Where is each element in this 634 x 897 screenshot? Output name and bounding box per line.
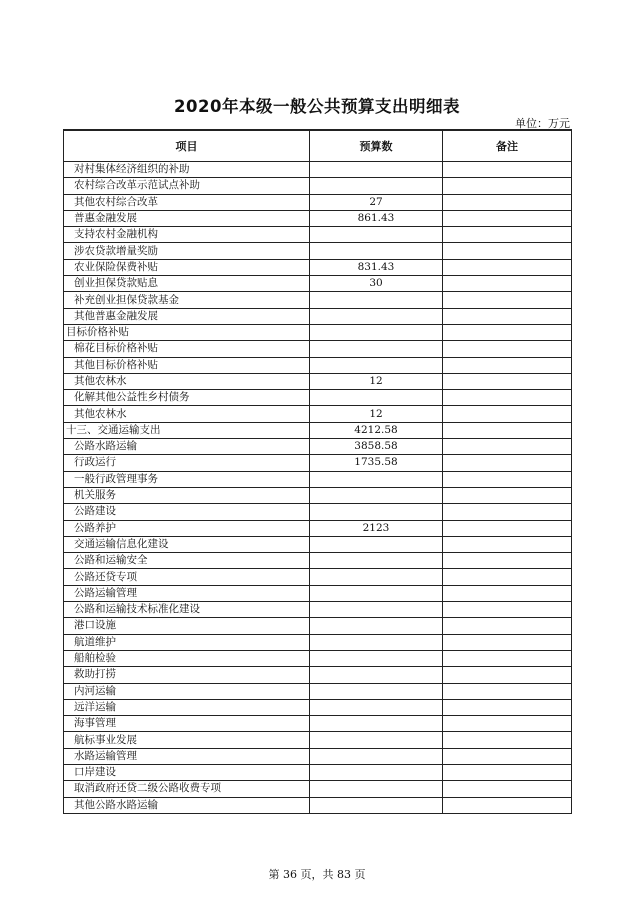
row-item-name: 内河运输 [64, 683, 310, 699]
table-row [64, 243, 572, 259]
table-row [64, 341, 572, 357]
row-budget-value [310, 634, 443, 650]
table-row [64, 308, 572, 324]
table-row [64, 227, 572, 243]
row-item-name: 航标事业发展 [64, 732, 310, 748]
row-note [443, 439, 572, 455]
row-budget-value [310, 536, 443, 552]
row-item-name: 公路水路运输 [64, 439, 310, 455]
row-item-name: 行政运行 [64, 455, 310, 471]
table-row [64, 390, 572, 406]
row-budget-value: 2123 [310, 520, 443, 536]
row-item-name: 涉农贷款增量奖励 [64, 243, 310, 259]
table-row [64, 634, 572, 650]
header-note: 备注 [443, 130, 572, 162]
row-budget-value [310, 764, 443, 780]
row-note [443, 764, 572, 780]
row-note [443, 536, 572, 552]
row-budget-value [310, 227, 443, 243]
table-row [64, 602, 572, 618]
row-item-name: 航道维护 [64, 634, 310, 650]
row-note [443, 357, 572, 373]
row-note [443, 243, 572, 259]
row-budget-value [310, 618, 443, 634]
row-budget-value [310, 178, 443, 194]
row-note [443, 259, 572, 275]
row-note [443, 667, 572, 683]
row-item-name: 公路和运输安全 [64, 553, 310, 569]
row-note [443, 292, 572, 308]
table-row [64, 585, 572, 601]
row-note [443, 308, 572, 324]
table-row [64, 650, 572, 666]
table-row [64, 292, 572, 308]
table-row [64, 439, 572, 455]
header-budget: 预算数 [310, 130, 443, 162]
row-note [443, 634, 572, 650]
table-row [64, 748, 572, 764]
row-budget-value [310, 650, 443, 666]
row-item-name: 公路建设 [64, 504, 310, 520]
row-item-name: 其他目标价格补贴 [64, 357, 310, 373]
row-note [443, 602, 572, 618]
row-note [443, 650, 572, 666]
row-note [443, 210, 572, 226]
row-item-name: 港口设施 [64, 618, 310, 634]
row-item-name: 化解其他公益性乡村债务 [64, 390, 310, 406]
row-item-name: 普惠金融发展 [64, 210, 310, 226]
row-item-name: 船舶检验 [64, 650, 310, 666]
row-item-name: 对村集体经济组织的补助 [64, 162, 310, 178]
row-item-name: 创业担保贷款贴息 [64, 276, 310, 292]
row-note [443, 520, 572, 536]
row-note [443, 422, 572, 438]
row-budget-value [310, 308, 443, 324]
row-note [443, 748, 572, 764]
table-header-row [64, 130, 572, 162]
row-note [443, 699, 572, 715]
row-note [443, 227, 572, 243]
row-item-name: 取消政府还贷二级公路收费专项 [64, 781, 310, 797]
row-budget-value [310, 716, 443, 732]
table-row [64, 797, 572, 813]
row-item-name: 其他公路水路运输 [64, 797, 310, 813]
row-budget-value [310, 667, 443, 683]
row-item-name: 支持农村金融机构 [64, 227, 310, 243]
row-item-name: 棉花目标价格补贴 [64, 341, 310, 357]
row-note [443, 716, 572, 732]
row-item-name: 公路还贷专项 [64, 569, 310, 585]
row-note [443, 162, 572, 178]
row-item-name: 目标价格补贴 [64, 324, 310, 340]
row-note [443, 585, 572, 601]
table-row [64, 276, 572, 292]
table-row [64, 324, 572, 340]
row-item-name: 农业保险保费补贴 [64, 259, 310, 275]
row-item-name: 公路和运输技术标准化建设 [64, 602, 310, 618]
table-row [64, 357, 572, 373]
row-budget-value [310, 683, 443, 699]
row-budget-value: 12 [310, 373, 443, 389]
row-budget-value [310, 162, 443, 178]
row-budget-value: 27 [310, 194, 443, 210]
row-note [443, 194, 572, 210]
row-budget-value: 1735.58 [310, 455, 443, 471]
table-row [64, 683, 572, 699]
table-row [64, 210, 572, 226]
table-row [64, 732, 572, 748]
row-item-name: 水路运输管理 [64, 748, 310, 764]
row-note [443, 178, 572, 194]
row-item-name: 海事管理 [64, 716, 310, 732]
table-row [64, 178, 572, 194]
row-budget-value [310, 699, 443, 715]
row-budget-value [310, 487, 443, 503]
table-row [64, 455, 572, 471]
row-item-name: 远洋运输 [64, 699, 310, 715]
row-item-name: 农村综合改革示范试点补助 [64, 178, 310, 194]
row-budget-value: 12 [310, 406, 443, 422]
row-note [443, 390, 572, 406]
row-note [443, 732, 572, 748]
row-budget-value: 4212.58 [310, 422, 443, 438]
unit-label: 单位：万元 [515, 117, 570, 130]
row-budget-value: 861.43 [310, 210, 443, 226]
table-row [64, 259, 572, 275]
row-item-name: 其他农林水 [64, 406, 310, 422]
row-note [443, 504, 572, 520]
row-item-name: 其他农林水 [64, 373, 310, 389]
row-budget-value [310, 797, 443, 813]
row-budget-value [310, 292, 443, 308]
row-item-name: 公路运输管理 [64, 585, 310, 601]
row-budget-value [310, 602, 443, 618]
table-row [64, 162, 572, 178]
row-item-name: 其他普惠金融发展 [64, 308, 310, 324]
row-item-name: 一般行政管理事务 [64, 471, 310, 487]
row-budget-value [310, 390, 443, 406]
table-row [64, 764, 572, 780]
row-item-name: 交通运输信息化建设 [64, 536, 310, 552]
budget-table [63, 129, 572, 814]
row-budget-value [310, 341, 443, 357]
header-item: 项目 [64, 130, 310, 162]
page-title: 2020年本级一般公共预算支出明细表 [174, 97, 460, 116]
table-row [64, 553, 572, 569]
table-row [64, 487, 572, 503]
row-note [443, 324, 572, 340]
table-row [64, 520, 572, 536]
table-row [64, 536, 572, 552]
row-item-name: 机关服务 [64, 487, 310, 503]
row-note [443, 618, 572, 634]
row-note [443, 341, 572, 357]
row-note [443, 487, 572, 503]
row-note [443, 553, 572, 569]
table-row [64, 667, 572, 683]
row-note [443, 276, 572, 292]
row-budget-value [310, 471, 443, 487]
table-row [64, 194, 572, 210]
row-budget-value: 831.43 [310, 259, 443, 275]
row-item-name: 口岸建设 [64, 764, 310, 780]
row-budget-value [310, 732, 443, 748]
row-item-name: 十三、交通运输支出 [64, 422, 310, 438]
table-row [64, 699, 572, 715]
row-budget-value: 30 [310, 276, 443, 292]
row-item-name: 救助打捞 [64, 667, 310, 683]
table-row [64, 406, 572, 422]
row-budget-value [310, 324, 443, 340]
row-budget-value [310, 748, 443, 764]
table-row [64, 471, 572, 487]
row-budget-value [310, 585, 443, 601]
row-budget-value [310, 781, 443, 797]
table-row [64, 504, 572, 520]
row-note [443, 683, 572, 699]
row-note [443, 455, 572, 471]
row-budget-value: 3858.58 [310, 439, 443, 455]
table-row [64, 422, 572, 438]
table-row [64, 373, 572, 389]
table-row [64, 781, 572, 797]
row-item-name: 补充创业担保贷款基金 [64, 292, 310, 308]
row-note [443, 406, 572, 422]
row-note [443, 373, 572, 389]
row-item-name: 公路养护 [64, 520, 310, 536]
row-item-name: 其他农村综合改革 [64, 194, 310, 210]
row-note [443, 471, 572, 487]
row-budget-value [310, 553, 443, 569]
row-budget-value [310, 357, 443, 373]
row-budget-value [310, 504, 443, 520]
table-row [64, 569, 572, 585]
row-budget-value [310, 243, 443, 259]
table-row [64, 618, 572, 634]
row-note [443, 569, 572, 585]
row-note [443, 797, 572, 813]
table-row [64, 716, 572, 732]
row-note [443, 781, 572, 797]
page-footer: 第 36 页，共 83 页 [268, 868, 366, 881]
row-budget-value [310, 569, 443, 585]
table-body [64, 162, 572, 814]
